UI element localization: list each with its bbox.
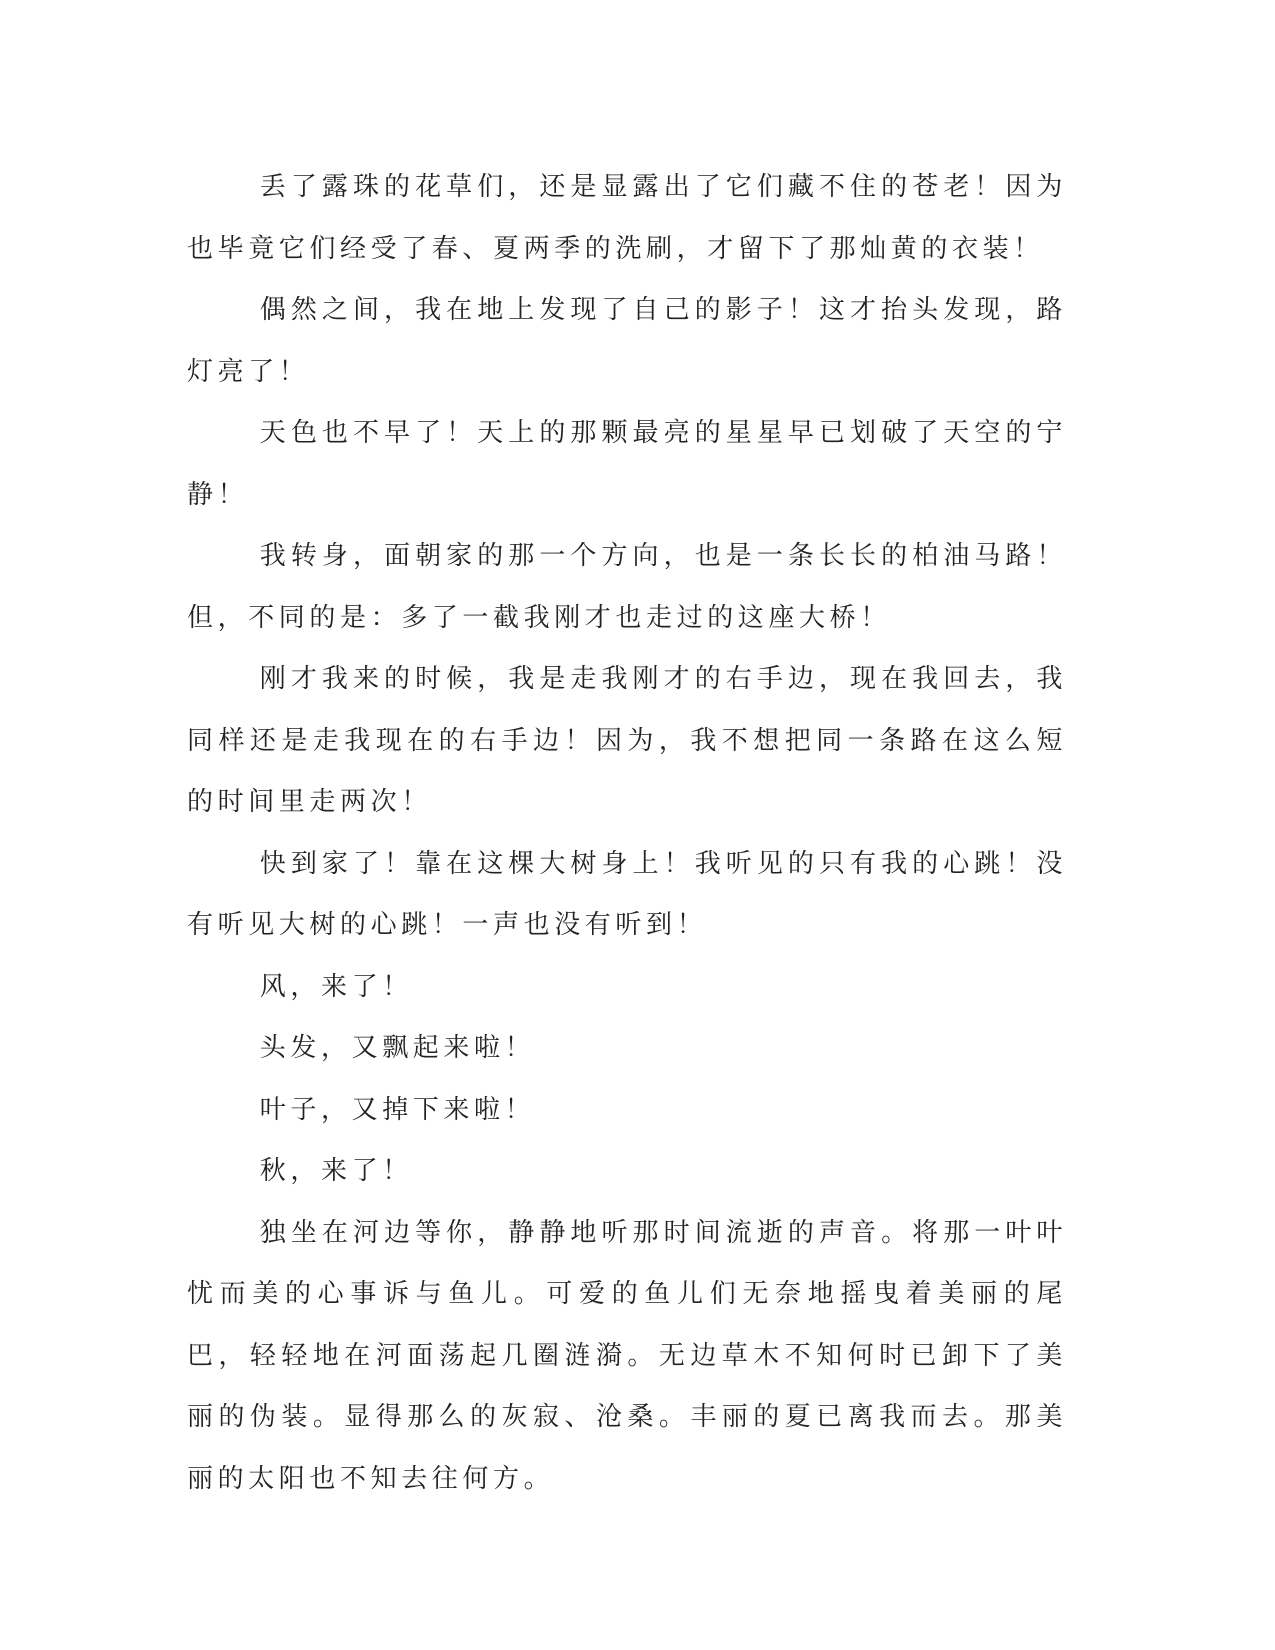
paragraph: 快到家了！靠在这棵大树身上！我听见的只有我的心跳！没有听见大树的心跳！一声也没有听到！ xyxy=(187,848,1067,940)
paragraph: 秋，来了！ xyxy=(259,1156,413,1186)
paragraph: 天色也不早了！天上的那颗最亮的星星早已划破了天空的宁静！ xyxy=(187,418,1067,510)
document-body xyxy=(187,157,1067,1510)
paragraph: 丢了露珠的花草们，还是显露出了它们藏不住的苍老！因为也毕竟它们经受了春、夏两季的洗刷，才留下了那灿黄的衣装！ xyxy=(187,172,1067,264)
paragraph: 我转身，面朝家的那一个方向，也是一条长长的柏油马路！但，不同的是：多了一截我刚才也走过的这座大桥！ xyxy=(187,541,1067,633)
paragraph: 偶然之间，我在地上发现了自己的影子！这才抬头发现，路灯亮了！ xyxy=(187,295,1067,387)
paragraph: 叶子，又掉下来啦！ xyxy=(259,1094,536,1125)
paragraph: 独坐在河边等你，静静地听那时间流逝的声音。将那一叶叶忧而美的心事诉与鱼儿。可爱的鱼儿们无奈地摇曳着美丽的尾巴，轻轻地在河面荡起几圈涟漪。无边草木不知何时已卸下了美丽的伪装。显得那么的灰寂、沧桑。丰丽的夏已离我而去。那美丽的太阳也不知去往何方。 xyxy=(187,1217,1067,1494)
paragraph: 风，来了！ xyxy=(259,971,413,1002)
paragraph: 刚才我来的时候，我是走我刚才的右手边，现在我回去，我同样还是走我现在的右手边！因为，我不想把同一条路在这么短的时间里走两次！ xyxy=(187,664,1067,817)
paragraph: 头发，又飘起来啦！ xyxy=(259,1033,536,1063)
